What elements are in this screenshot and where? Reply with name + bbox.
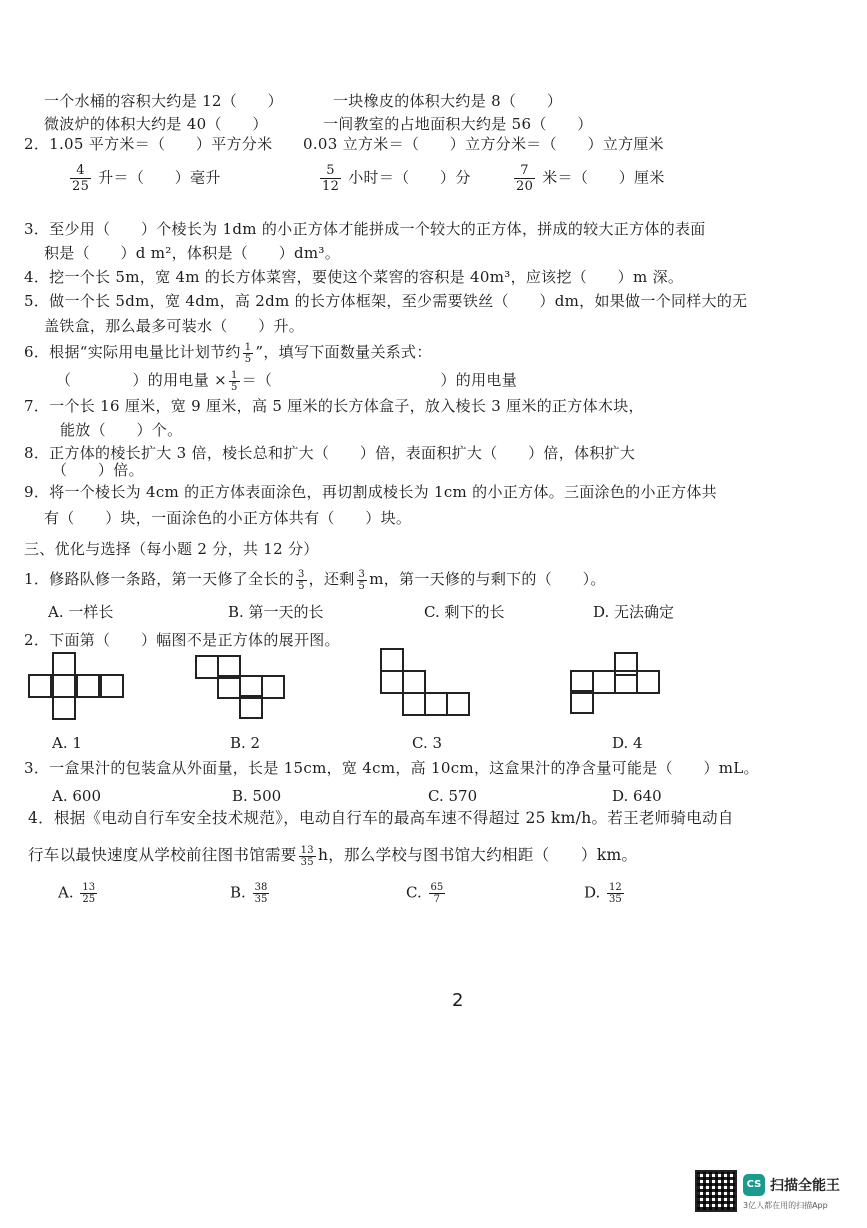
fraction: $\frac{7}{20}$ [516, 163, 534, 194]
fraction: $\frac{12}{35}$ [609, 882, 622, 905]
c1-line: 1．修路队修一条路，第一天修了全长的 $\frac{3}{5}$ ，还剩 $\frac{3}{5}$ m，第一天修的与剩下的（ ）。 [24, 568, 606, 592]
fraction: $\frac{4}{25}$ [72, 163, 90, 194]
c4-option-d[interactable]: D. $\frac{12}{35}$ [584, 882, 622, 905]
q9-line2: 有（ ）块，一面涂色的小正方体共有（ ）块。 [44, 509, 412, 527]
q3-line1: 3．至少用（ ）个棱长为 1dm 的小正方体才能拼成一个较大的正方体，拼成的较大正方体的表面 [24, 220, 706, 238]
q8-line1: 8．正方体的棱长扩大 3 倍，棱长总和扩大（ ）倍，表面积扩大（ ）倍，体积扩大 [24, 444, 636, 462]
fraction: $\frac{13}{25}$ [82, 882, 96, 905]
q6-line2: （ ）的用电量 × $\frac{1}{5}$ ＝（ ）的用电量 [56, 369, 518, 393]
c4-option-c[interactable]: C. $\frac{65}{7}$ [406, 882, 444, 905]
scanner-watermark [695, 1170, 855, 1220]
fraction: $\frac{5}{12}$ [322, 163, 340, 194]
q1-line-c: 微波炉的体积大约是 40（ ） [44, 115, 268, 133]
c2-option-d[interactable]: D. 4 [612, 734, 643, 752]
page-number: 2 [452, 990, 464, 1011]
fraction: $\frac{1}{5}$ [244, 341, 252, 365]
q2-line2: $\frac{4}{25}$ 升＝（ ）毫升 [72, 163, 221, 194]
c2-option-b[interactable]: B. 2 [230, 734, 261, 752]
c1-option-c[interactable]: C. 剩下的长 [424, 603, 505, 621]
q9-line1: 9．将一个棱长为 4cm 的正方体表面涂色，再切割成棱长为 1cm 的小正方体。三面涂色的小正方体共 [24, 483, 717, 501]
c4-line1: 4．根据《电动自行车安全技术规范》，电动自行车的最高车速不得超过 25 km/h。若王老师骑电动自 [28, 809, 734, 827]
q2-line1: 2．1.05 平方米＝（ ）平方分米 0.03 立方米＝（ ）立方分米＝（ ）立方厘米 [24, 135, 664, 153]
app-tagline: 3亿人都在用的扫描App [743, 1201, 828, 1210]
c3-option-a[interactable]: A. 600 [52, 787, 101, 805]
c3-option-d[interactable]: D. 640 [612, 787, 662, 805]
fraction: $\frac{38}{35}$ [254, 882, 268, 905]
q4-line: 4．挖一个长 5m，宽 4m 的长方体菜窖，要使这个菜窖的容积是 40m³，应该挖（ ）m 深。 [24, 268, 684, 286]
q5-line1: 5．做一个长 5dm，宽 4dm，高 2dm 的长方体框架，至少需要铁丝（ ）dm，如果做一个同样大的无 [24, 292, 748, 310]
c3-line: 3．一盒果汁的包装盒从外面量，长是 15cm，宽 4cm，高 10cm，这盒果汁的净含量可能是（ ）mL。 [24, 759, 759, 777]
c3-option-b[interactable]: B. 500 [232, 787, 282, 805]
q2-line2b: $\frac{5}{12}$ 小时＝（ ）分 [322, 163, 471, 194]
app-name: 扫描全能王 [770, 1178, 840, 1194]
fraction: $\frac{3}{5}$ [297, 568, 305, 592]
c2-option-c[interactable]: C. 3 [412, 734, 443, 752]
c4-line2: 行车以最快速度从学校前往图书馆需要 $\frac{13}{35}$ h，那么学校与图书馆大约相距（ ）km。 [28, 844, 638, 868]
c4-option-b[interactable]: B. $\frac{38}{35}$ [230, 882, 268, 905]
c1-option-b[interactable]: B. 第一天的长 [228, 603, 324, 621]
fraction: $\frac{1}{5}$ [230, 369, 238, 393]
fraction: $\frac{65}{7}$ [430, 882, 444, 905]
fraction: $\frac{3}{5}$ [358, 568, 366, 592]
q8-line2: （ ）倍。 [52, 461, 144, 479]
q1-line-b: 一块橡皮的体积大约是 8（ ） [333, 92, 563, 110]
q2-line2c: $\frac{7}{20}$ 米＝（ ）厘米 [516, 163, 665, 194]
q7-line2: 能放（ ）个。 [60, 421, 183, 439]
c4-option-a[interactable]: A. $\frac{13}{25}$ [58, 882, 96, 905]
q5-line2: 盖铁盒，那么最多可装水（ ）升。 [44, 317, 305, 335]
c2-option-a[interactable]: A. 1 [52, 734, 82, 752]
camscanner-logo-icon: CS [743, 1174, 765, 1196]
qr-code-icon [695, 1170, 737, 1212]
q1-line-d: 一间教室的占地面积大约是 56（ ） [323, 115, 593, 133]
fraction: $\frac{13}{35}$ [300, 844, 314, 868]
q7-line1: 7．一个长 16 厘米，宽 9 厘米，高 5 厘米的长方体盒子，放入棱长 3 厘米的正方体木块， [24, 397, 644, 415]
c2-line: 2．下面第（ ）幅图不是正方体的展开图。 [24, 631, 340, 649]
q1-line-a: 一个水桶的容积大约是 12（ ） [44, 92, 283, 110]
q6-line1: 6．根据“实际用电量比计划节约 $\frac{1}{5}$ ”，填写下面数量关系式： [24, 341, 432, 365]
section3-title: 三、优化与选择（每小题 2 分，共 12 分） [24, 540, 319, 558]
c1-option-d[interactable]: D. 无法确定 [593, 603, 675, 621]
q3-line2: 积是（ ）d m²，体积是（ ）dm³。 [44, 244, 341, 262]
c1-option-a[interactable]: A. 一样长 [48, 603, 114, 621]
c3-option-c[interactable]: C. 570 [428, 787, 478, 805]
